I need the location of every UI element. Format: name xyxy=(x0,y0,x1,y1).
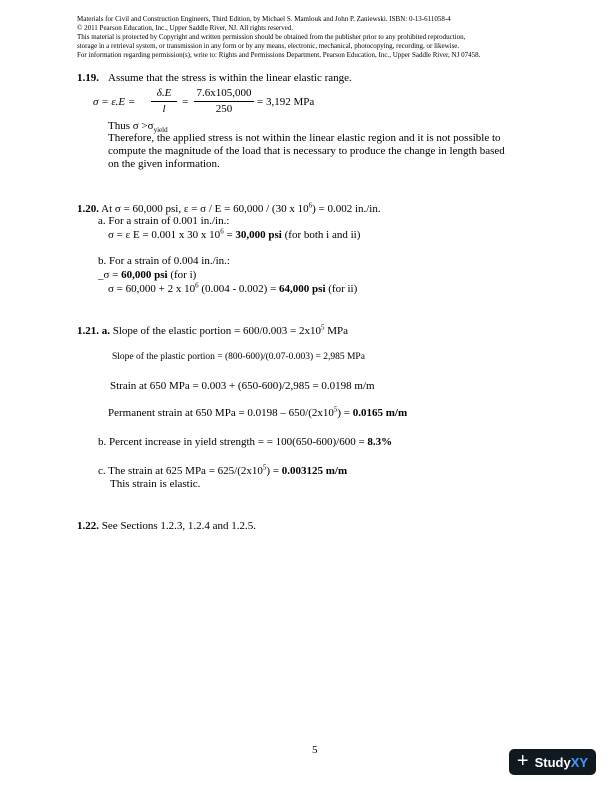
p120-a-label: a. For a strain of 0.001 in./in.: xyxy=(98,215,230,227)
p120-b-equation-2: σ = 60,000 + 2 x $10^6$ (0.004 - 0.002) = 64,000 psi (for ii) xyxy=(108,281,358,295)
p121-c: c. The strain at 625 MPa = $625/(2x10^5) = 0.003125$ m/m xyxy=(98,463,348,477)
p122-text: 1.22. See Sections 1.2.3, 1.2.4 and 1.2.5. xyxy=(77,520,257,532)
p119-frac1-line xyxy=(151,101,177,102)
p119-eq-result: = 3,192 MPa xyxy=(257,96,315,108)
header-line-4: storage in a retrieval system, or transmission in any form or by any means, electronic, mechanical, photocopying, recording, or likewise. xyxy=(77,42,460,50)
p119-intro: Assume that the stress is within the linear elastic range. xyxy=(108,72,352,84)
p121-strain-650: Strain at 650 MPa = 0.003 + (650-600)/2,985 = 0.0198 m/m xyxy=(110,380,375,392)
p119-conclusion-3: on the given information. xyxy=(108,158,220,170)
p119-conclusion-2: compute the magnitude of the load that is necessary to produce the change in length based xyxy=(108,145,505,157)
p119-frac2-line xyxy=(194,101,254,102)
p120-a-equation: σ = ε E = 0.001 x 30 x $10^6 = 30,000$ psi (for both i and ii) xyxy=(108,227,361,241)
studyxy-logo[interactable] xyxy=(509,749,596,775)
p119-thus: Thus $\sigma >\sigma_{yield}$ xyxy=(108,120,168,135)
p119-eq-lhs: σ = ε.E = xyxy=(93,96,136,108)
p120-b-label: b. For a strain of 0.004 in./in.: xyxy=(98,255,230,267)
p119-conclusion-1: Therefore, the applied stress is not within the linear elastic region and it is not possible to xyxy=(108,132,501,144)
header-line-5: For information regarding permission(s), write to: Rights and Permissions Department, Pearson Education, Inc., Upper Saddle River, NJ 07458. xyxy=(77,51,481,59)
page-number: 5 xyxy=(312,744,318,756)
p119-eq-mid: = xyxy=(182,96,189,108)
p121-b: b. Percent increase in yield strength = = 100(650-600)/600 = 8.3% xyxy=(98,436,393,448)
header-line-3: This material is protected by Copyright and written permission should be obtained from the publisher prior to any prohibited reproduction, xyxy=(77,33,466,41)
problem-number-1-19: 1.19. xyxy=(77,72,99,84)
plus-icon: + xyxy=(516,750,529,772)
p119-frac1-den: l xyxy=(162,103,166,115)
header-line-1: Materials for Civil and Construction Engineers, Third Edition, by Michael S. Mamlouk and John P. Zaniewski. ISBN: 0-13-611058-4 xyxy=(77,15,451,23)
header-line-2: © 2011 Pearson Education, Inc., Upper Saddle River, NJ. All rights reserved. xyxy=(77,24,294,32)
p120-line-1: 1.20. At σ = 60,000 psi, ε = σ / E = 60,000 / (30 x $10^6) = 0.002$ in./in. xyxy=(77,201,381,215)
p120-b-equation-1: _σ = 60,000 psi (for i) xyxy=(98,269,197,281)
p121-c-note: This strain is elastic. xyxy=(110,478,201,490)
p119-frac2-den: 250 xyxy=(215,103,233,115)
p119-frac1-num: δ.E xyxy=(156,87,172,99)
p121-plastic-slope: Slope of the plastic portion = (800-600)/(0.07-0.003) = 2,985 MPa xyxy=(112,352,365,362)
logo-text: StudyXY xyxy=(534,754,589,770)
p121-a: 1.21. a. Slope of the elastic portion = $600/0.003 = 2x10^5$ MPa xyxy=(77,323,349,337)
p121-permanent-strain: Permanent strain at 650 MPa = $0.0198 - 650/(2x10^5) = 0.0165$ m/m xyxy=(108,405,408,419)
p119-frac2-num: 7.6x105,000 xyxy=(196,87,252,99)
